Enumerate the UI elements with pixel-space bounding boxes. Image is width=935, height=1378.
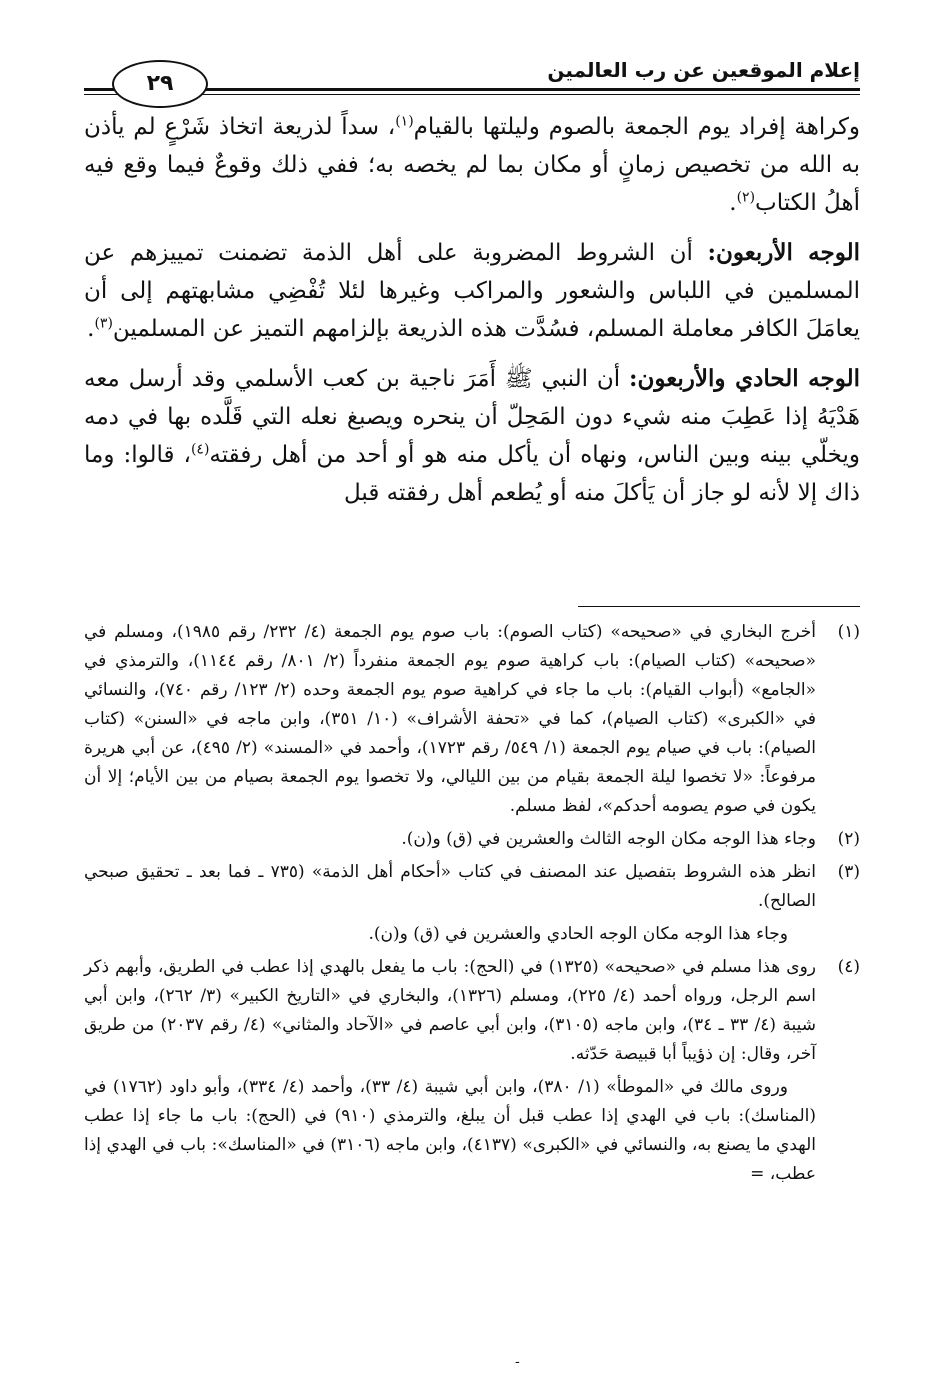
footnote-3-number: (٣) xyxy=(837,862,860,882)
paragraph-3 xyxy=(84,360,860,512)
paragraph-3-text-a: أن النبي ﷺ أَمَرَ ناجية بن كعب الأسلمي وقد أرسل معه هَدْيَهُ إذا عَطِبَ منه شيء دون المَحِلّ أن ينحره ويصبغ نعله التي قَلَّده بها في دمه ويخلّي بينه وبين الناس، ونهاه أن يأكل منه هو أو أحد من أهل رفقته xyxy=(84,366,860,468)
footnote-3 xyxy=(84,858,860,949)
footnote-3-continuation: وجاء هذا الوجه مكان الوجه الحادي والعشرين في (ق) و(ن). xyxy=(368,924,788,944)
paragraph-1-text-c: . xyxy=(729,190,737,216)
paragraph-1 xyxy=(84,108,860,222)
footnote-ref-1: (١) xyxy=(395,113,414,130)
footnote-2 xyxy=(84,825,860,854)
footnote-2-number: (٢) xyxy=(837,829,860,849)
paragraph-3-lead: الوجه الحادي والأربعون: xyxy=(629,365,860,392)
footnote-1 xyxy=(84,618,860,821)
footnote-separator xyxy=(578,606,860,607)
footnote-ref-3: (٣) xyxy=(94,315,113,332)
running-title: إعلام الموقعين عن رب العالمين xyxy=(547,58,860,82)
paragraph-2-text-b: . xyxy=(87,316,95,342)
footnote-3-text: انظر هذه الشروط بتفصيل عند المصنف في كتاب «أحكام أهل الذمة» (٧٣٥ ـ فما بعد ـ تحقيق صبحي الصالح). xyxy=(84,862,816,911)
footnote-4 xyxy=(84,953,860,1189)
footnote-ref-2: (٢) xyxy=(736,189,756,206)
paragraph-3-text-b: ، قالوا: وما ذاك إلا لأنه لو جاز أن يَأكلَ منه أو يُطعم أهل رفقته قبل xyxy=(84,442,860,506)
paragraph-2-lead: الوجه الأربعون: xyxy=(707,239,860,266)
footnote-4-number: (٤) xyxy=(837,957,860,977)
footnote-1-text: أخرج البخاري في «صحيحه» (كتاب الصوم): باب صوم يوم الجمعة (٤/ ٢٣٢/ رقم ١٩٨٥)، ومسلم في «صحيحه» (كتاب الصيام): باب كراهية صوم يوم الجمعة منفرداً (٢/ ٨٠١/ رقم ١١٤٤)، والترمذي في «الجامع» (أبواب القيام): باب ما جاء في كراهية صوم يوم الجمعة وحده (٢/ ١٢٣/ رقم ٧٤٠)، والنسائي في «الكبرى» (كتاب الصيام)، كما في «تحفة الأشراف» (١٠/ ٣٥١)، وابن ماجه في «السنن» (كتاب الصيام): باب في صيام يوم الجمعة (١/ ٥٤٩/ رقم ١٧٢٣)، وأحمد في «المسند» (٢/ ٤٩٥)، عن أبي هريرة مرفوعاً: «لا تخصوا ليلة الجمعة بقيام من بين الليالي، ولا تخصوا يوم الجمعة بصيام من بين الأيام؛ إلا أن يكون في صوم يصومه أحدكم»، لفظ مسلم. xyxy=(84,622,817,816)
footnote-4-continuation: وروى مالك في «الموطأ» (١/ ٣٨٠)، وابن أبي شيبة (٤/ ٣٣)، وأحمد (٤/ ٣٣٤)، وأبو داود (١٧٦٢) في (المناسك): باب في الهدي إذا عطب قبل أن يبلغ، والترمذي (٩١٠) في (الحج): باب ما جاء إذا عطب الهدي ما يصنع به، والنسائي في «الكبرى» (٤١٣٧)، وابن ماجه (٣١٠٦) في «المناسك»: باب في الهدي إذا عطب، = xyxy=(84,1077,817,1184)
footnote-ref-4: (٤) xyxy=(190,441,210,458)
page-bottom-mark: - xyxy=(515,1354,520,1370)
paragraph-2-text-a: أن الشروط المضروبة على أهل الذمة تضمنت تمييزهم عن المسلمين في اللباس والشعور والمراكب وغيرها لئلا تُفْضِي مشابهتهم إلى أن يعامَلَ الكافر معاملة المسلم، فسُدَّت هذه الذريعة بإلزامهم التميز عن المسلمين xyxy=(84,240,860,342)
footnotes xyxy=(84,618,860,1193)
paragraph-1-text-a: وكراهة إفراد يوم الجمعة بالصوم وليلتها بالقيام xyxy=(413,114,860,140)
footnote-1-number: (١) xyxy=(837,622,860,642)
page-header xyxy=(84,50,860,102)
main-text xyxy=(84,108,860,524)
footnote-4-text: روى هذا مسلم في «صحيحه» (١٣٢٥) في (الحج): باب ما يفعل بالهدي إذا عطب في الطريق، وأبهم ذكر اسم الرجل، ورواه أحمد (٤/ ٢٢٥)، ومسلم (١٣٢٦)، والبخاري في «التاريخ الكبير» (٣/ ٢٦٢)، وابن أبي شيبة (٤/ ٣٣ ـ ٣٤)، وابن ماجه (٣١٠٥)، وابن أبي عاصم في «الآحاد والمثاني» (٤/ رقم ٢٠٣٧) من طريق آخر، وقال: إن ذؤيباً أبا قبيصة حَدّثه. xyxy=(84,957,816,1064)
paragraph-2 xyxy=(84,234,860,348)
footnote-2-text: وجاء هذا الوجه مكان الوجه الثالث والعشرين في (ق) و(ن). xyxy=(401,829,816,849)
paragraph-1-text-b: ، سداً لذريعة اتخاذ شَرْعٍ لم يأذن به الله من تخصيص زمانٍ أو مكان بما لم يخصه به؛ ففي ذلك وقوعٌ فيما وقع فيه أهلُ الكتاب xyxy=(84,114,860,216)
page-number: ٢٩ xyxy=(112,60,208,108)
